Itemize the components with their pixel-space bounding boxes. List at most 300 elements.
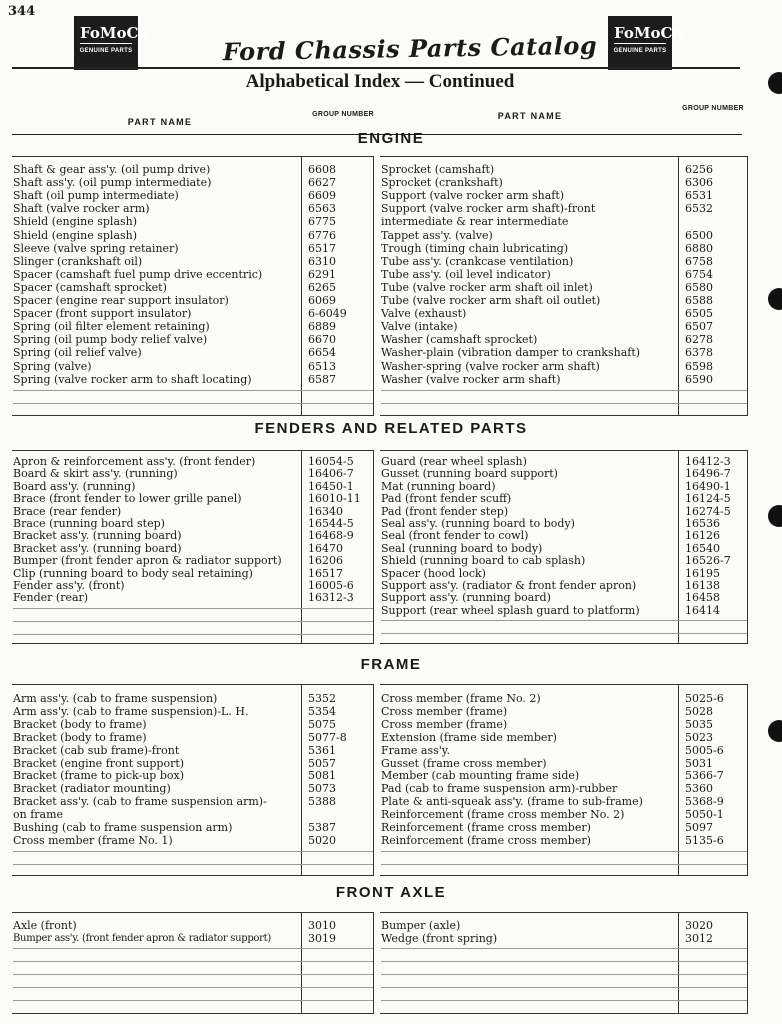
table-row	[13, 255, 373, 268]
col-group-number-right: GROUP NUMBER	[682, 105, 744, 112]
part-name: Gusset (frame cross member)	[381, 756, 547, 770]
group-number: 6889	[308, 320, 336, 334]
table-row	[13, 567, 373, 580]
group-number: 16458	[685, 591, 720, 605]
part-name-continuation: intermediate & rear intermediate	[381, 215, 569, 229]
table-row	[381, 579, 747, 592]
part-name: Tube ass'y. (oil level indicator)	[381, 267, 551, 281]
part-name: Reinforcement (frame cross member)	[381, 821, 591, 834]
group-number: 16517	[308, 566, 343, 580]
part-name: Fender ass'y. (front)	[13, 579, 125, 592]
part-name: Shield (engine splash)	[13, 228, 138, 242]
table-row	[13, 215, 373, 228]
table-row	[13, 163, 373, 176]
part-name: Cross member (frame No. 2)	[381, 692, 541, 705]
group-number: 6758	[685, 254, 713, 268]
table-row	[381, 189, 747, 202]
part-name: Bracket (engine front support)	[13, 756, 185, 770]
part-name: Seal ass'y. (running board to body)	[381, 517, 575, 530]
part-name: Tube (valve rocker arm shaft oil inlet)	[381, 280, 593, 294]
part-name: Plate & anti-squeak ass'y. (frame to sub-frame)	[381, 795, 643, 809]
part-name: Arm ass'y. (cab to frame suspension)	[13, 692, 218, 705]
blank-rule	[13, 608, 373, 609]
group-number: 6754	[685, 267, 713, 281]
part-name: Guard (rear wheel splash)	[381, 455, 527, 468]
part-name: Mat (running board)	[381, 479, 496, 493]
group-number: 6517	[308, 241, 336, 255]
table-row	[13, 731, 373, 744]
group-number: 6598	[685, 359, 713, 373]
section-title: FRONT AXLE	[335, 884, 447, 901]
group-number: 6513	[308, 359, 336, 373]
catalog-title: Ford Chassis Parts Catalog	[222, 30, 598, 67]
table-row	[13, 505, 373, 518]
blank-rule	[13, 403, 373, 404]
part-name: Cross member (frame)	[381, 717, 508, 731]
table-row	[13, 360, 373, 373]
group-number: 16195	[685, 566, 720, 580]
part-name: Bracket (radiator mounting)	[13, 782, 171, 796]
table-row	[381, 529, 747, 542]
table-row	[381, 163, 747, 176]
table-row	[381, 373, 747, 386]
table-row	[381, 255, 747, 268]
part-name: Seal (running board to body)	[381, 541, 543, 555]
group-number: 5025-6	[685, 692, 724, 705]
section-title: FENDERS AND RELATED PARTS	[254, 420, 528, 437]
part-name: Bracket ass'y. (running board)	[13, 529, 182, 543]
part-name: Frame ass'y.	[381, 743, 451, 757]
group-number: 5354	[308, 704, 336, 718]
group-number: 6378	[685, 346, 713, 360]
table-row	[381, 834, 747, 847]
part-name: Fender (rear)	[13, 591, 89, 605]
table-row	[381, 176, 747, 189]
part-name: Brace (front fender to lower grille panel)	[13, 492, 242, 506]
binder-hole	[768, 288, 782, 310]
part-name: Slinger (crankshaft oil)	[13, 254, 143, 268]
group-number: 5360	[685, 782, 713, 796]
part-name: Extension (frame side member)	[381, 730, 557, 744]
blank-rule	[381, 851, 747, 852]
part-name: Washer-spring (valve rocker arm shaft)	[381, 359, 600, 373]
blank-rule	[13, 948, 373, 949]
section-title: FRAME	[360, 656, 422, 673]
group-number: 6310	[308, 254, 336, 268]
column-divider	[747, 451, 748, 643]
table-row	[381, 821, 747, 834]
table-row	[13, 333, 373, 346]
table-row	[13, 492, 373, 505]
group-number: 5073	[308, 782, 336, 796]
table-row	[13, 692, 373, 705]
blank-rule	[381, 864, 747, 865]
group-number: 16005-6	[308, 579, 354, 592]
part-name: Shield (engine splash)	[13, 215, 138, 229]
part-name: Cross member (frame No. 1)	[13, 833, 173, 847]
part-name: Apron & reinforcement ass'y. (front fender)	[13, 455, 256, 468]
part-name: Shield (running board to cab splash)	[381, 554, 586, 568]
table-row	[381, 782, 747, 795]
binder-hole	[768, 720, 782, 742]
part-name: Support (rear wheel splash guard to platform)	[381, 603, 640, 617]
group-number: 6265	[308, 280, 336, 294]
table-row	[13, 579, 373, 592]
part-name: Brace (rear fender)	[13, 504, 122, 518]
part-name: Spring (oil relief valve)	[13, 346, 142, 360]
table-row	[381, 705, 747, 718]
group-number: 16124-5	[685, 492, 731, 506]
part-name: Arm ass'y. (cab to frame suspension)-L. H.	[13, 704, 249, 718]
table-row	[381, 604, 747, 617]
group-number: 6609	[308, 189, 336, 203]
group-number: 6069	[308, 294, 336, 307]
blank-rule	[13, 390, 373, 391]
group-number: 6-6049	[308, 307, 347, 321]
table-row	[13, 591, 373, 604]
table-row	[13, 320, 373, 333]
part-name: Spacer (engine rear support insulator)	[13, 294, 229, 307]
part-name: Member (cab mounting frame side)	[381, 769, 580, 783]
part-name: Gusset (running board support)	[381, 467, 558, 481]
blank-rule	[381, 403, 747, 404]
group-number: 6306	[685, 176, 713, 190]
group-number: 6654	[308, 346, 336, 360]
fomoco-logo-right: FoMoCo GENUINE PARTS	[608, 16, 672, 70]
group-number: 16414	[685, 603, 720, 617]
table-row	[381, 919, 747, 932]
table-row	[13, 189, 373, 202]
part-name: Clip (running board to body seal retaining)	[13, 566, 253, 580]
group-number: 6278	[685, 333, 713, 347]
table-row	[13, 202, 373, 215]
table-row	[13, 480, 373, 493]
part-name: Reinforcement (frame cross member)	[381, 833, 591, 847]
group-number: 16274-5	[685, 504, 731, 518]
group-number: 6500	[685, 228, 713, 242]
column-divider	[747, 913, 748, 1013]
part-name: Tube ass'y. (crankcase ventilation)	[381, 254, 574, 268]
group-number: 16536	[685, 517, 720, 530]
part-name: Trough (timing chain lubricating)	[381, 241, 569, 255]
table-row	[381, 718, 747, 731]
part-name: Tappet ass'y. (valve)	[381, 228, 493, 242]
page-number: 344	[8, 4, 36, 19]
part-name: Shaft (valve rocker arm)	[13, 202, 150, 216]
group-number: 5077-8	[308, 730, 347, 744]
column-divider	[747, 685, 748, 875]
table-row	[381, 455, 747, 468]
part-name: Board & skirt ass'y. (running)	[13, 467, 178, 481]
group-number: 5368-9	[685, 795, 724, 809]
table-row	[381, 692, 747, 705]
table-row	[381, 492, 747, 505]
section-title: ENGINE	[357, 130, 425, 147]
part-name: Board ass'y. (running)	[13, 479, 136, 493]
group-number: 16412-3	[685, 455, 731, 468]
part-name: Pad (cab to frame suspension arm)-rubber	[381, 782, 618, 796]
group-number: 5387	[308, 821, 336, 834]
part-name: Washer-plain (vibration damper to crankshaft)	[381, 346, 641, 360]
part-name: Valve (intake)	[381, 320, 458, 334]
part-name: Bushing (cab to frame suspension arm)	[13, 821, 233, 834]
table-row	[13, 268, 373, 281]
group-number: 5057	[308, 756, 336, 770]
part-name: Axle (front)	[13, 919, 77, 932]
table-row	[13, 769, 373, 782]
group-number: 16312-3	[308, 591, 354, 605]
part-name: Spring (oil filter element retaining)	[13, 320, 210, 334]
table-row	[13, 821, 373, 834]
blank-rule	[13, 961, 373, 962]
group-number: 5023	[685, 730, 713, 744]
table-row	[381, 467, 747, 480]
table-row	[13, 373, 373, 386]
blank-rule	[381, 390, 747, 391]
group-number: 6291	[308, 267, 336, 281]
part-name: Valve (exhaust)	[381, 307, 467, 321]
table-row	[381, 505, 747, 518]
table-row	[381, 294, 747, 307]
table-row	[381, 202, 747, 229]
table-row	[13, 542, 373, 555]
group-number: 6608	[308, 163, 336, 176]
group-number: 5050-1	[685, 808, 724, 822]
group-number: 6776	[308, 228, 336, 242]
part-name: Bracket (cab sub frame)-front	[13, 743, 180, 757]
table-row	[13, 795, 373, 822]
group-number: 5035	[685, 717, 713, 731]
blank-rule	[381, 974, 747, 975]
blank-rule	[13, 851, 373, 852]
group-number: 3010	[308, 919, 336, 932]
table-row	[13, 718, 373, 731]
group-number: 16206	[308, 554, 343, 568]
part-name: Sleeve (valve spring retainer)	[13, 241, 179, 255]
blank-rule	[13, 621, 373, 622]
part-name: Shaft ass'y. (oil pump intermediate)	[13, 176, 212, 190]
part-name: Wedge (front spring)	[381, 931, 498, 945]
group-number: 5075	[308, 717, 336, 731]
part-name: Spacer (front support insulator)	[13, 307, 192, 321]
group-number: 6256	[685, 163, 713, 176]
part-name: Bracket (body to frame)	[13, 730, 147, 744]
blank-rule	[381, 987, 747, 988]
part-name: Support (valve rocker arm shaft)-front	[381, 202, 596, 216]
group-number: 16450-1	[308, 479, 354, 493]
part-name: Spring (valve)	[13, 359, 92, 373]
group-number: 16468-9	[308, 529, 354, 543]
table-row	[381, 542, 747, 555]
part-name: Sprocket (camshaft)	[381, 163, 495, 176]
group-number: 3020	[685, 919, 713, 932]
group-number: 6563	[308, 202, 336, 216]
group-number: 16490-1	[685, 479, 731, 493]
blank-rule	[381, 633, 747, 634]
group-number: 16054-5	[308, 455, 354, 468]
part-name: Brace (running board step)	[13, 517, 165, 530]
fomoco-logo-left: FoMoCo GENUINE PARTS	[74, 16, 138, 70]
group-number: 5366-7	[685, 769, 724, 783]
table-row	[381, 268, 747, 281]
table-row	[13, 919, 373, 932]
group-number: 6590	[685, 372, 713, 386]
table-row	[13, 281, 373, 294]
table-row	[13, 744, 373, 757]
part-name: Support ass'y. (radiator & front fender apron)	[381, 579, 637, 592]
group-number: 6587	[308, 372, 336, 386]
table-row	[13, 455, 373, 468]
part-name: Shaft (oil pump intermediate)	[13, 189, 179, 203]
part-name: Spring (oil pump body relief valve)	[13, 333, 208, 347]
column-divider	[373, 157, 374, 415]
table-row	[13, 932, 373, 945]
group-number: 5031	[685, 756, 713, 770]
blank-rule	[13, 1000, 373, 1001]
table-row	[381, 320, 747, 333]
part-name: Shaft & gear ass'y. (oil pump drive)	[13, 163, 211, 176]
blank-rule	[13, 634, 373, 635]
table-row	[13, 294, 373, 307]
table-row	[13, 757, 373, 770]
part-name: Support (valve rocker arm shaft)	[381, 189, 565, 203]
part-name: Bracket ass'y. (cab to frame suspension arm)-	[13, 795, 267, 809]
part-name: Seal (front fender to cowl)	[381, 529, 529, 543]
page-subtitle: Alphabetical Index — Continued	[245, 71, 515, 92]
part-name: Cross member (frame)	[381, 704, 508, 718]
col-group-number-left: GROUP NUMBER	[312, 111, 374, 118]
group-number: 16126	[685, 529, 720, 543]
part-name: Bracket (frame to pick-up box)	[13, 769, 184, 783]
column-divider	[747, 157, 748, 415]
part-name: Washer (camshaft sprocket)	[381, 333, 538, 347]
group-number: 6588	[685, 294, 713, 307]
part-name: Spacer (camshaft sprocket)	[13, 280, 167, 294]
table-row	[13, 782, 373, 795]
group-number: 6580	[685, 280, 713, 294]
table-row	[381, 554, 747, 567]
table-row	[381, 744, 747, 757]
table-row	[13, 517, 373, 530]
table-row	[381, 333, 747, 346]
table-row	[13, 229, 373, 242]
binder-hole	[768, 505, 782, 527]
part-name: Bracket ass'y. (running board)	[13, 541, 182, 555]
table-row	[13, 467, 373, 480]
table-row	[13, 346, 373, 359]
table-row	[381, 731, 747, 744]
part-name: Tube (valve rocker arm shaft oil outlet)	[381, 294, 601, 307]
group-number: 16010-11	[308, 492, 361, 506]
group-number: 5135-6	[685, 833, 724, 847]
blank-rule	[381, 961, 747, 962]
group-number: 5388	[308, 795, 336, 809]
table-row	[13, 554, 373, 567]
part-name: Spacer (hood lock)	[381, 566, 486, 580]
group-number: 3012	[685, 931, 713, 945]
part-name: Sprocket (crankshaft)	[381, 176, 503, 190]
col-part-name-right: PART NAME	[497, 111, 563, 121]
blank-rule	[381, 948, 747, 949]
part-name: Support ass'y. (running board)	[381, 591, 551, 605]
part-name: Pad (front fender scuff)	[381, 492, 512, 506]
group-number: 6670	[308, 333, 336, 347]
table-row	[381, 229, 747, 242]
group-number: 16540	[685, 541, 720, 555]
part-name: Washer (valve rocker arm shaft)	[381, 372, 561, 386]
blank-rule	[381, 620, 747, 621]
table-row	[381, 567, 747, 580]
group-number: 16340	[308, 504, 343, 518]
table-row	[381, 480, 747, 493]
blank-rule	[13, 987, 373, 988]
part-name: Bumper (front fender apron & radiator support)	[13, 554, 282, 568]
table-row	[13, 307, 373, 320]
group-number: 5361	[308, 743, 336, 757]
part-name: Bumper (axle)	[381, 919, 461, 932]
group-number: 6505	[685, 307, 713, 321]
group-number: 16496-7	[685, 467, 731, 481]
part-name: Bracket (body to frame)	[13, 717, 147, 731]
part-name: Bumper ass'y. (front fender apron & radiator support)	[13, 932, 271, 944]
group-number: 16526-7	[685, 554, 731, 568]
blank-rule	[13, 974, 373, 975]
table-row	[13, 242, 373, 255]
binder-hole	[768, 72, 782, 94]
group-number: 6531	[685, 189, 713, 203]
table-row	[381, 757, 747, 770]
column-divider	[373, 913, 374, 1013]
table-row	[381, 281, 747, 294]
column-divider	[373, 451, 374, 643]
part-name: Spacer (camshaft fuel pump drive eccentric)	[13, 267, 263, 281]
group-number: 6532	[685, 202, 713, 216]
group-number: 5081	[308, 769, 336, 783]
group-number: 6775	[308, 215, 336, 229]
group-number: 5020	[308, 833, 336, 847]
part-name-continuation: on frame	[13, 808, 64, 822]
table-row	[381, 769, 747, 782]
table-row	[381, 307, 747, 320]
table-row	[381, 517, 747, 530]
group-number: 5097	[685, 821, 713, 834]
group-number: 6880	[685, 241, 713, 255]
part-name: Reinforcement (frame cross member No. 2)	[381, 808, 625, 822]
column-divider	[373, 685, 374, 875]
table-row	[381, 346, 747, 359]
group-number: 5352	[308, 692, 336, 705]
table-row	[13, 705, 373, 718]
col-part-name-left: PART NAME	[127, 117, 193, 127]
group-number: 3019	[308, 931, 336, 945]
group-number: 16406-7	[308, 467, 354, 481]
header-rule	[12, 67, 740, 69]
table-row	[381, 808, 747, 821]
blank-rule	[381, 1000, 747, 1001]
group-number: 16138	[685, 579, 720, 592]
group-number: 5005-6	[685, 743, 724, 757]
table-row	[381, 591, 747, 604]
table-row	[13, 834, 373, 847]
table-row	[381, 242, 747, 255]
group-number: 6507	[685, 320, 713, 334]
table-row	[381, 360, 747, 373]
table-row	[381, 795, 747, 808]
part-name: Pad (front fender step)	[381, 504, 509, 518]
table-row	[13, 176, 373, 189]
part-name: Spring (valve rocker arm to shaft locating)	[13, 372, 252, 386]
group-number: 5028	[685, 704, 713, 718]
